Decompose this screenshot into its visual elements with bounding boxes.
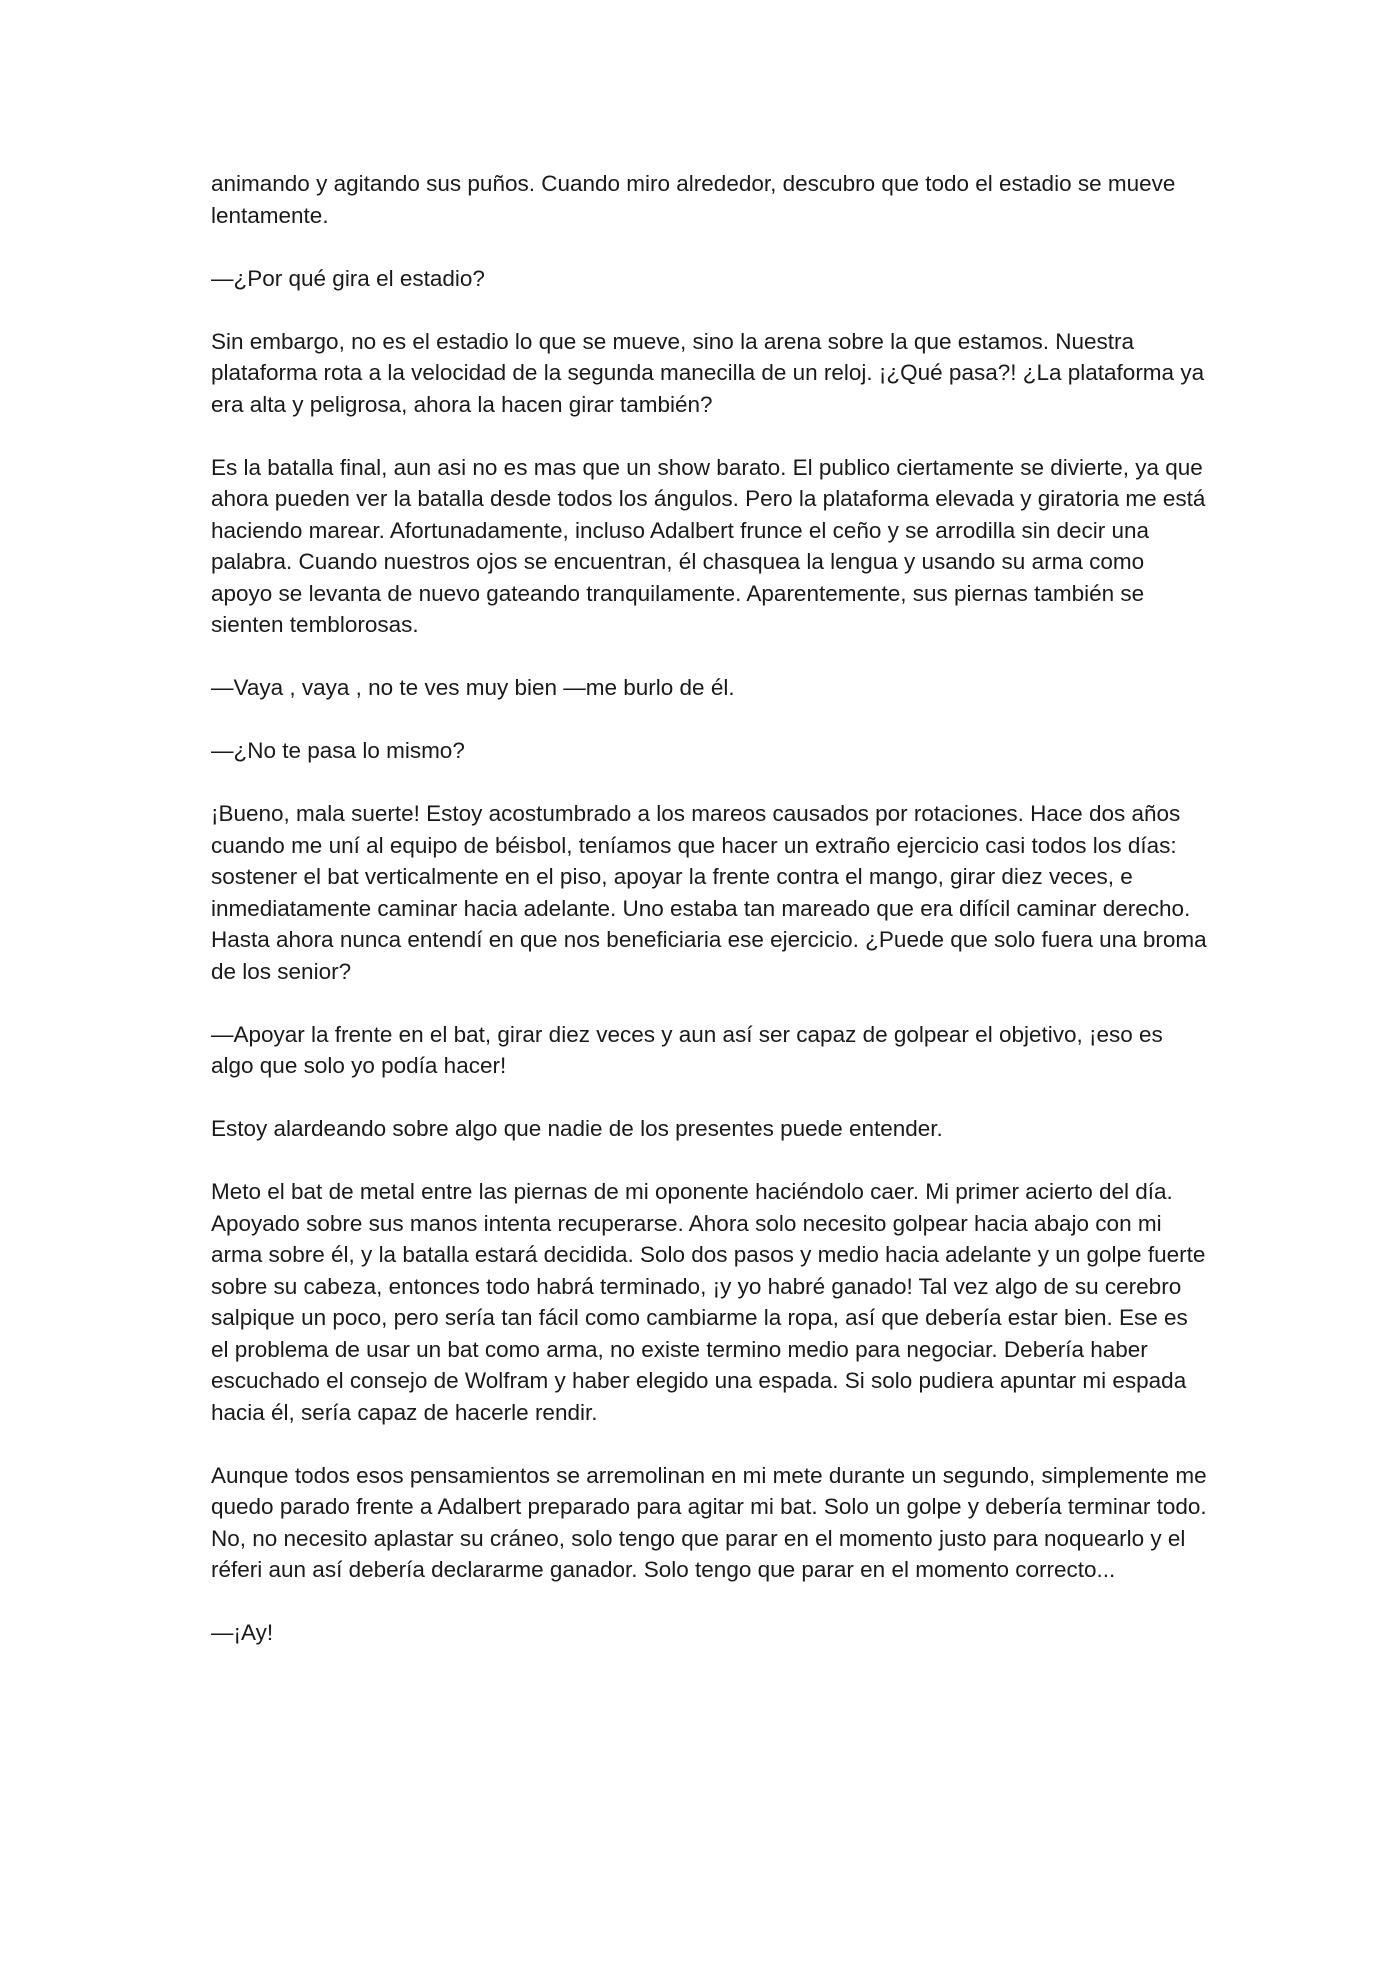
paragraph: Es la batalla final, aun asi no es mas que un show barato. El publico ciertamente se divierte, ya que ahora pueden ver la batalla desde todos los ángulos. Pero la plataforma elevada y giratoria me está haciendo marear. Afortunadamente, incluso Adalbert frunce el ceño y se arrodilla sin decir una palabra. Cuando nuestros ojos se encuentran, él chasquea la lengua y usando su arma como apoyo se levanta de nuevo gateando tranquilamente. Aparentemente, sus piernas también se sienten temblorosas. — [211, 454, 1206, 637]
dialogue-line: —Vaya , vaya , no te ves muy bien —me burlo de él. — [211, 675, 735, 700]
dialogue-line: —¿Por qué gira el estadio? — [211, 265, 485, 291]
dialogue-line: —¿No te pasa lo mismo? — [211, 738, 465, 763]
paragraph: animando y agitando sus puños. Cuando miro alrededor, descubro que todo el estadio se mueve lentamente. — [211, 171, 1176, 228]
paragraph: Aunque todos esos pensamientos se arremolinan en mi mete durante un segundo, simplemente me quedo parado frente a Adalbert preparado para agitar mi bat. Solo un golpe y debería terminar todo. No, no necesito aplastar su cráneo, solo tengo que parar en el momento justo para noquearlo y el réferi aun así debería declararme ganador. Solo tengo que parar en el momento correcto... — [211, 1462, 1207, 1582]
paragraph: Estoy alardeando sobre algo que nadie de los presentes puede entender. — [211, 1116, 943, 1141]
dialogue-line: —¡Ay! — [211, 1620, 274, 1645]
dialogue-line: —Apoyar la frente en el bat, girar diez veces y aun así ser capaz de golpear el objetivo, ¡eso es algo que solo yo podía hacer! — [211, 1021, 1163, 1078]
paragraph: ¡Bueno, mala suerte! Estoy acostumbrado a los mareos causados por rotaciones. Hace dos años cuando me uní al equipo de béisbol, teníamos que hacer un extraño ejercicio casi todos los días: sostener el bat verticalmente en el piso, apoyar la frente contra el mango, girar diez veces, e inmediatamente caminar hacia adelante. Uno estaba tan mareado que era difícil caminar derecho. Hasta ahora nunca entendí en que nos beneficiaria ese ejercicio. ¿Puede que solo fuera una broma de los senior? — [211, 801, 1207, 984]
document-body — [211, 168, 1211, 1649]
paragraph: Sin embargo, no es el estadio lo que se mueve, sino la arena sobre la que estamos. Nuestra plataforma rota a la velocidad de la segunda manecilla de un reloj. ¡¿Qué pasa?! ¿La plataforma ya era alta y peligrosa, ahora la hacen girar también? — [211, 328, 1205, 417]
paragraph: Meto el bat de metal entre las piernas de mi oponente haciéndolo caer. Mi primer acierto del día. Apoyado sobre sus manos intenta recuperarse. Ahora solo necesito golpear hacia abajo con mi arma sobre él, y la batalla estará decidida. Solo dos pasos y medio hacia adelante y un golpe fuerte sobre su cabeza, entonces todo habrá terminado, ¡y yo habré ganado! Tal vez algo de su cerebro salpique un poco, pero sería tan fácil como cambiarme la ropa, así que debería estar bien. Ese es el problema de usar un bat como arma, no existe termino medio para negociar. Debería haber escuchado el consejo de Wolfram y haber elegido una espada. Si solo pudiera apuntar mi espada hacia él, sería capaz de hacerle rendir. — [211, 1179, 1206, 1425]
